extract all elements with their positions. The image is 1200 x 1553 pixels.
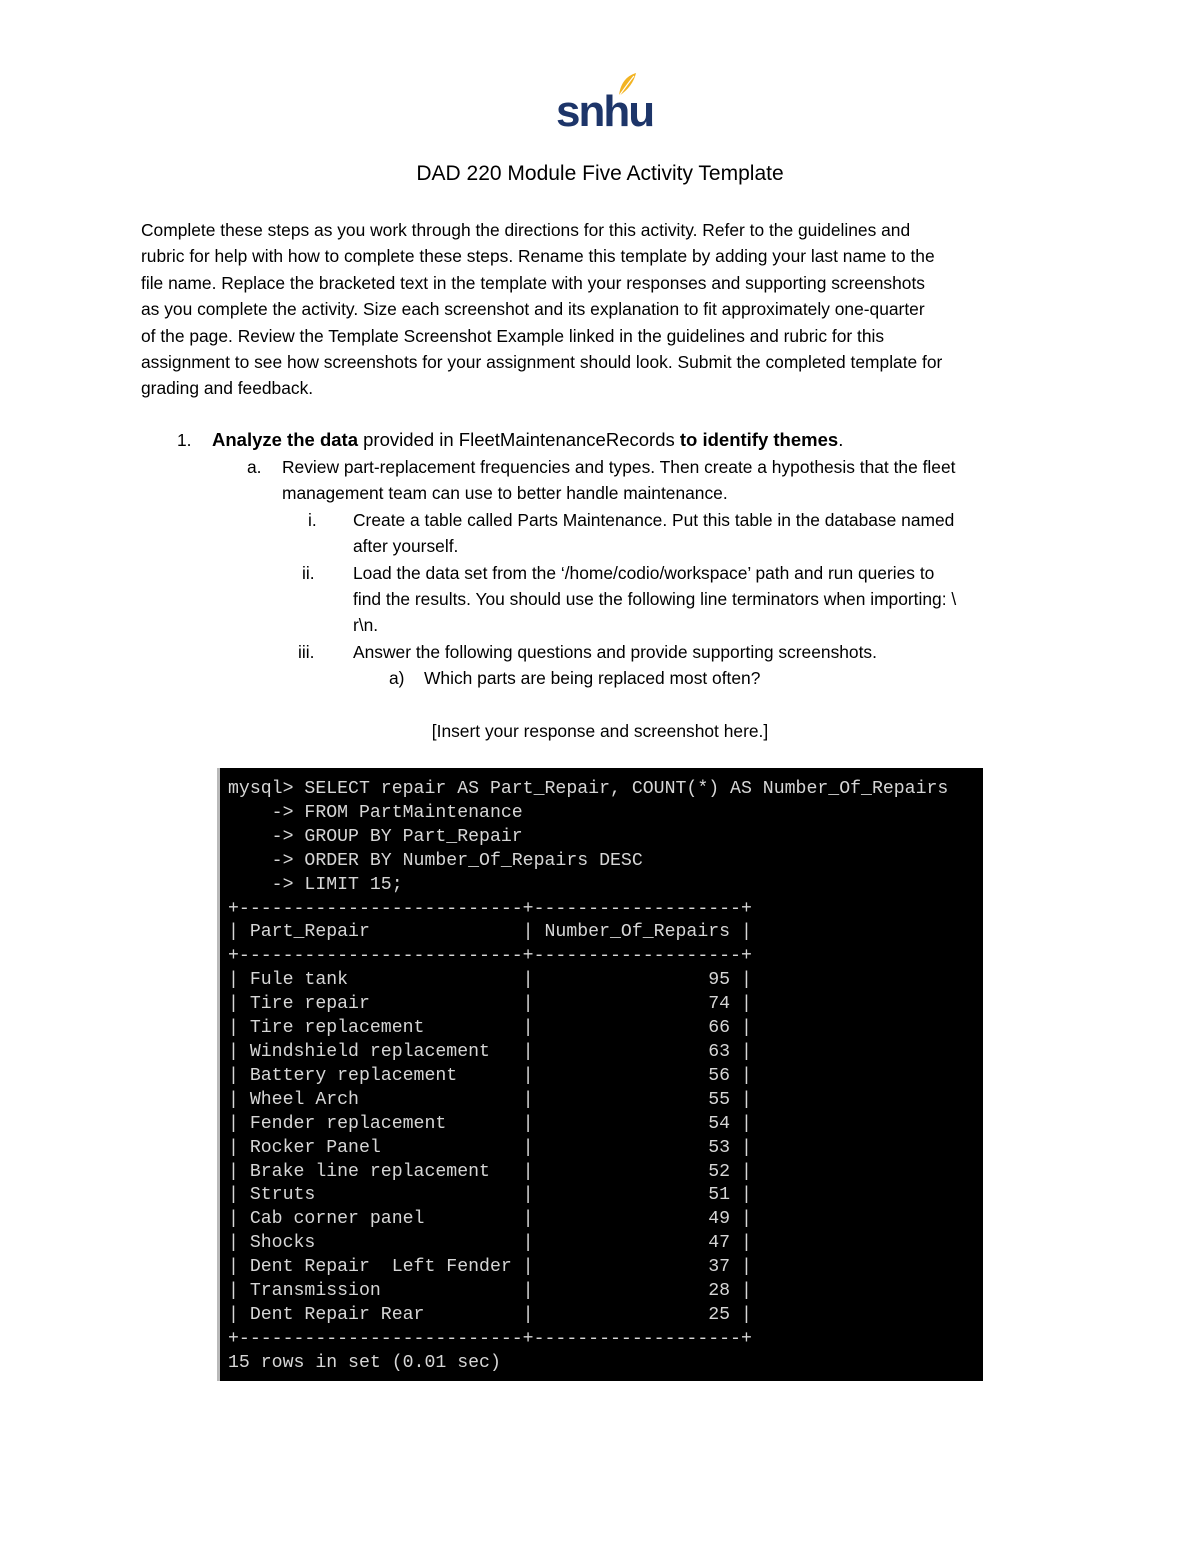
step-a-line: management team can use to better handle maintenance.: [282, 483, 728, 503]
step-1-bold-a: Analyze the data: [212, 429, 358, 450]
table-row: | Tire repair | 74 |: [228, 994, 752, 1015]
step-1-end: .: [838, 429, 844, 450]
question-a-text: Which parts are being replaced most often?: [424, 668, 761, 688]
snhu-logo: [556, 72, 654, 136]
query-line: -> LIMIT 15;: [271, 874, 403, 895]
table-border: +--------------------------+-------------------+: [228, 898, 752, 919]
step-i-line: after yourself.: [353, 536, 459, 556]
table-border: +--------------------------+-------------------+: [228, 946, 752, 967]
query-line: -> GROUP BY Part_Repair: [271, 826, 523, 847]
logo-wordmark: snhu: [556, 87, 654, 136]
step-iii-line: Answer the following questions and provide supporting screenshots.: [353, 642, 877, 662]
result-footer: 15 rows in set (0.01 sec): [228, 1352, 501, 1373]
terminal-output: [220, 768, 983, 1376]
intro-line: of the page. Review the Template Screenshot Example linked in the guidelines and rubric for this: [141, 325, 885, 346]
step-ii-line: r\n.: [353, 615, 379, 635]
query-line: -> FROM PartMaintenance: [271, 802, 523, 823]
intro-line: file name. Replace the bracketed text in the template with your responses and supporting screenshots: [141, 272, 925, 293]
intro-paragraph: [141, 217, 1061, 402]
step-1-number: 1.: [177, 430, 192, 450]
intro-line: rubric for help with how to complete these steps. Rename this template by adding your last name to the: [141, 246, 935, 267]
table-row: | Dent Repair Rear | 25 |: [228, 1304, 752, 1325]
query-line: -> ORDER BY Number_Of_Repairs DESC: [271, 850, 643, 871]
intro-line: assignment to see how screenshots for your assignment should look. Submit the completed template for: [141, 352, 943, 373]
table-row: | Transmission | 28 |: [228, 1281, 752, 1302]
intro-line: Complete these steps as you work through the directions for this activity. Refer to the guidelines and: [141, 220, 911, 240]
query-line: mysql> SELECT repair AS Part_Repair, COUNT(*) AS Number_Of_Repairs: [228, 779, 949, 799]
table-row: | Shocks | 47 |: [228, 1233, 752, 1254]
step-1-text: [212, 427, 843, 453]
intro-line: as you complete the activity. Size each screenshot and its explanation to fit approximately one-quarter: [141, 299, 925, 320]
table-row: | Battery replacement | 56 |: [228, 1065, 752, 1086]
step-ii-line: find the results. You should use the following line terminators when importing: \: [353, 589, 957, 609]
table-row: | Fule tank | 95 |: [228, 970, 752, 991]
table-row: | Tire replacement | 66 |: [228, 1018, 752, 1039]
table-row: | Fender replacement | 54 |: [228, 1113, 752, 1134]
table-border: +--------------------------+-------------------+: [228, 1328, 752, 1349]
step-i-line: Create a table called Parts Maintenance. Put this table in the database named: [353, 510, 955, 530]
question-a-marker: a): [389, 668, 405, 688]
step-iii-marker: iii.: [298, 642, 315, 662]
table-row: | Rocker Panel | 53 |: [228, 1137, 752, 1158]
table-row: | Cab corner panel | 49 |: [228, 1209, 752, 1230]
step-a-marker: a.: [247, 457, 262, 477]
table-row: | Brake line replacement | 52 |: [228, 1161, 752, 1182]
document-title: DAD 220 Module Five Activity Template: [416, 162, 784, 185]
table-row: | Wheel Arch | 55 |: [228, 1089, 752, 1110]
table-row: | Struts | 51 |: [228, 1185, 752, 1206]
step-1-bold-b: to identify themes: [679, 429, 839, 450]
table-header: | Part_Repair | Number_Of_Repairs |: [228, 922, 752, 943]
step-i-marker: i.: [308, 510, 317, 530]
terminal-screenshot: [217, 768, 983, 1381]
intro-line: grading and feedback.: [141, 378, 314, 399]
step-ii-marker: ii.: [302, 563, 315, 583]
table-row: | Dent Repair Left Fender | 37 |: [228, 1257, 752, 1278]
step-a-line: Review part-replacement frequencies and types. Then create a hypothesis that the fleet: [282, 457, 956, 477]
step-1-mid: provided in FleetMaintenanceRecords: [358, 429, 680, 450]
step-ii-line: Load the data set from the ‘/home/codio/workspace’ path and run queries to: [353, 563, 935, 583]
response-placeholder: [Insert your response and screenshot here.]: [431, 721, 769, 741]
table-row: | Windshield replacement | 63 |: [228, 1041, 752, 1062]
